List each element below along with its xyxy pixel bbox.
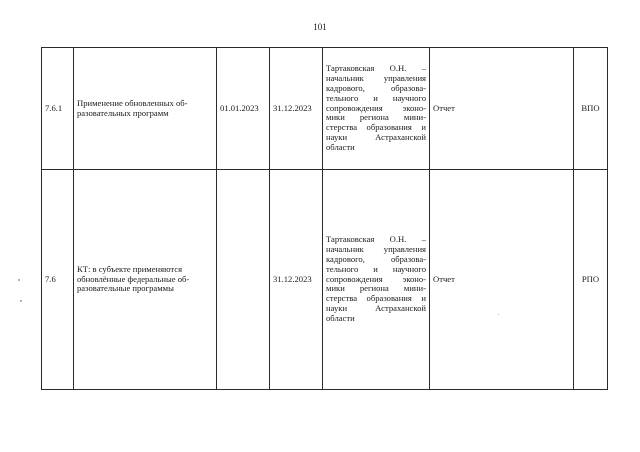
start-date: [217, 170, 270, 390]
scan-speck: [20, 300, 22, 302]
row-number: 7.6: [42, 170, 74, 390]
responsible-person: Тартаковская О.Н. – начальник управления кадрового, образова-тельного и научного сопровождения эконо-мики региона мини-стерства образования и науки Астраханской области: [323, 170, 430, 390]
event-name: Применение обновленных об-разовательных программ: [74, 48, 217, 170]
plan-table: [41, 47, 608, 390]
table-row: [42, 170, 608, 390]
result-document: Отчет: [430, 48, 574, 170]
start-date: 01.01.2023: [217, 48, 270, 170]
row-number: 7.6.1: [42, 48, 74, 170]
scan-speck: [18, 279, 20, 281]
scan-speck: [498, 314, 499, 315]
end-date: 31.12.2023: [270, 48, 323, 170]
responsible-person: Тартаковская О.Н. – начальник управления кадрового, образова-тельного и научного сопровождения эконо-мики региона мини-стерства образования и науки Астраханской области: [323, 48, 430, 170]
event-name: КТ: в субъекте применяются обновлённые федеральные об-разовательные программы: [74, 170, 217, 390]
end-date: 31.12.2023: [270, 170, 323, 390]
control-level: ВПО: [574, 48, 608, 170]
table-row: [42, 48, 608, 170]
result-document: Отчет: [430, 170, 574, 390]
page-number: 101: [313, 22, 327, 32]
control-level: РПО: [574, 170, 608, 390]
